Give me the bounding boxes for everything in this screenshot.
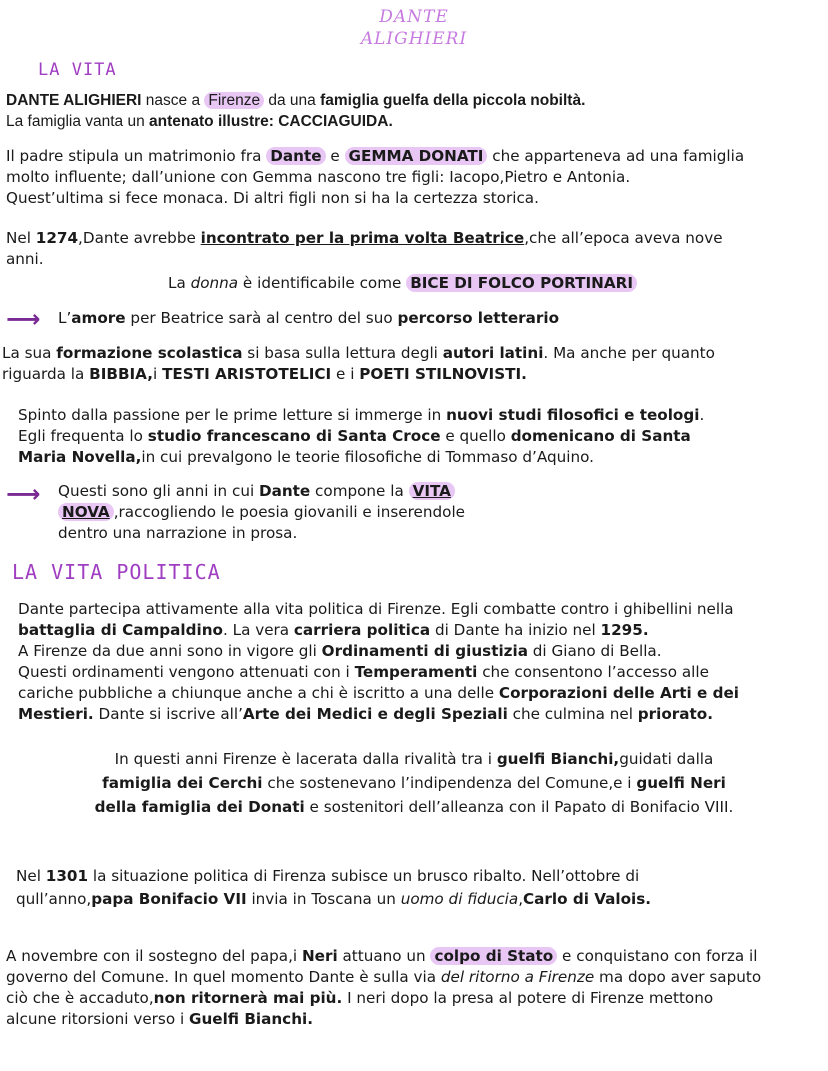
- paragraph-1301: [16, 866, 651, 910]
- bold-text: autori latini: [442, 344, 544, 362]
- bold-text: Arte dei Medici e degli Speziali: [242, 705, 508, 723]
- text-line: dentro una narrazione in prosa.: [58, 524, 298, 542]
- right-arrow-icon: ⟶: [6, 480, 41, 508]
- text: I neri dopo la presa al potere di Firenze mettono: [342, 989, 714, 1007]
- title-line-1: DANTE: [379, 7, 449, 27]
- paragraph-beatrice: [6, 228, 723, 270]
- text: e sostenitori dell’alleanza con il Papato di Bonifacio VIII.: [304, 798, 734, 816]
- text: riguarda la: [2, 365, 90, 383]
- bold-text: priorato.: [637, 705, 714, 723]
- bold-text: Carlo di Valois.: [523, 890, 652, 908]
- text: che apparteneva ad una famiglia: [487, 147, 745, 165]
- text-line: anni.: [6, 250, 44, 268]
- text: .: [699, 406, 705, 424]
- text: che culmina nel: [507, 705, 638, 723]
- highlight-firenze: Firenze: [204, 92, 264, 109]
- name: DANTE ALIGHIERI: [6, 92, 142, 109]
- text: nasce a: [141, 92, 205, 109]
- text: La sua: [2, 344, 57, 362]
- text: i: [153, 365, 163, 383]
- text: compone la: [310, 482, 409, 500]
- paragraph-studi: [18, 405, 704, 468]
- bold-text: Maria Novella,: [18, 448, 142, 466]
- italic-text: del ritorno a Firenze: [440, 968, 595, 986]
- text: . Ma anche per quanto: [543, 344, 715, 362]
- text: L’: [58, 309, 72, 327]
- text: invia in Toscana un: [246, 890, 401, 908]
- text: la situazione politica di Firenza subisce un brusco ribalto. Nell’ottobre di: [88, 867, 640, 885]
- bold-text: formazione scolastica: [56, 344, 243, 362]
- highlight-colpo-di-stato: colpo di Stato: [430, 947, 557, 965]
- highlight-vita: VITA: [409, 482, 455, 500]
- text: . La vera: [222, 621, 294, 639]
- section-heading-vita: LA VITA: [38, 60, 117, 80]
- text-line: Dante partecipa attivamente alla vita politica di Firenze. Egli combatte contro i ghibellini nella: [18, 600, 734, 618]
- bold-text: TESTI ARISTOTELICI: [162, 365, 332, 383]
- text: La famiglia vanta un: [6, 113, 150, 130]
- title-line-2: ALIGHIERI: [360, 29, 468, 49]
- bold-text: Neri: [301, 947, 338, 965]
- text: Spinto dalla passione per le prime letture si immerge in: [18, 406, 447, 424]
- text: e: [325, 147, 345, 165]
- bold-text: Guelfi Bianchi.: [189, 1010, 313, 1028]
- text: Questi sono gli anni in cui: [58, 482, 259, 500]
- text: Il padre stipula un matrimonio fra: [6, 147, 267, 165]
- text: e quello: [440, 427, 511, 445]
- bold-year: 1301: [45, 867, 89, 885]
- text: di Giano di Bella.: [527, 642, 662, 660]
- highlight-gemma-donati: GEMMA DONATI: [345, 147, 488, 165]
- text: cariche pubbliche a chiunque anche a chi è iscritto a una delle: [18, 684, 499, 702]
- bold-text: papa Bonifacio VII: [91, 890, 247, 908]
- highlight-dante: Dante: [266, 147, 325, 165]
- text: La: [168, 274, 191, 292]
- bold-text: Dante: [259, 482, 311, 500]
- paragraph-formazione: [2, 343, 715, 385]
- bold-year: 1274: [35, 229, 79, 247]
- text: ,Dante avrebbe: [78, 229, 201, 247]
- bold-text: BIBBIA,: [89, 365, 153, 383]
- bold-text: amore: [71, 309, 126, 327]
- text: ,raccogliendo le poesia giovanili e inserendole: [113, 503, 466, 521]
- bold-text: domenicano di Santa: [510, 427, 691, 445]
- text: da una: [264, 92, 321, 109]
- bold-text: nuovi studi filosofici e teologi: [446, 406, 700, 424]
- bold-text: Corporazioni delle Arti e dei: [498, 684, 739, 702]
- bold-text: POETI STILNOVISTI.: [359, 365, 527, 383]
- paragraph-amore: [58, 308, 559, 329]
- bold-text: percorso letterario: [397, 309, 559, 327]
- text: e i: [331, 365, 360, 383]
- bold-text: famiglia guelfa della piccola nobiltà.: [320, 92, 586, 109]
- text: A novembre con il sostegno del papa,i: [6, 947, 302, 965]
- text: In questi anni Firenze è lacerata dalla rivalità tra i: [114, 750, 497, 768]
- section-heading-vita-politica: LA VITA POLITICA: [12, 560, 221, 584]
- text: in cui prevalgono le teorie filosofiche di Tommaso d’Aquino.: [141, 448, 594, 466]
- text: alcune ritorsioni verso i: [6, 1010, 190, 1028]
- text: per Beatrice sarà al centro del suo: [125, 309, 398, 327]
- paragraph-bice: [168, 273, 637, 294]
- bold-text: guelfi Bianchi,: [496, 750, 620, 768]
- text: si basa sulla lettura degli: [242, 344, 443, 362]
- text: è identificabile come: [238, 274, 407, 292]
- right-arrow-icon: ⟶: [6, 305, 41, 333]
- bold-text: guelfi Neri: [636, 774, 726, 792]
- text: Dante si iscrive all’: [93, 705, 243, 723]
- paragraph-guelfi: [0, 749, 828, 818]
- paragraph-nascita: [6, 90, 585, 132]
- text-line: molto influente; dall’unione con Gemma nascono tre figli: Iacopo,Pietro e Antonia.: [6, 168, 631, 186]
- text: governo del Comune. In quel momento Dante è sulla via: [6, 968, 441, 986]
- text: qull’anno,: [16, 890, 92, 908]
- text: Nel: [16, 867, 46, 885]
- bold-text: antenato illustre: CACCIAGUIDA.: [149, 113, 393, 130]
- bold-text: studio francescano di Santa Croce: [147, 427, 441, 445]
- bold-text: della famiglia dei Donati: [94, 798, 305, 816]
- bold-text: non ritornerà mai più.: [153, 989, 343, 1007]
- text: ,: [518, 890, 524, 908]
- paragraph-vita-nova: [58, 481, 465, 544]
- italic-text: donna: [190, 274, 239, 292]
- text: Questi ordinamenti vengono attenuati con i: [18, 663, 355, 681]
- text: attuano un: [337, 947, 431, 965]
- text: ciò che è accaduto,: [6, 989, 154, 1007]
- highlight-bice: BICE DI FOLCO PORTINARI: [406, 274, 637, 292]
- bold-text: Mestieri.: [18, 705, 94, 723]
- text: Nel: [6, 229, 36, 247]
- bold-year: 1295.: [600, 621, 649, 639]
- bold-text: Temperamenti: [354, 663, 478, 681]
- text: ,che all’epoca aveva nove: [524, 229, 723, 247]
- paragraph-politica: [18, 599, 739, 725]
- bold-text: Ordinamenti di giustizia: [321, 642, 528, 660]
- bold-text: famiglia dei Cerchi: [102, 774, 263, 792]
- bold-text: battaglia di Campaldino: [18, 621, 223, 639]
- text: di Dante ha inizio nel: [430, 621, 601, 639]
- italic-text: uomo di fiducia: [400, 890, 519, 908]
- text: e conquistano con forza il: [557, 947, 758, 965]
- underlined-text: incontrato per la prima volta Beatrice: [200, 229, 525, 247]
- paragraph-colpo-di-stato: [6, 946, 761, 1030]
- text: che consentono l’accesso alle: [477, 663, 709, 681]
- text: Egli frequenta lo: [18, 427, 148, 445]
- bold-text: carriera politica: [293, 621, 431, 639]
- text: A Firenze da due anni sono in vigore gli: [18, 642, 322, 660]
- page-title: [0, 6, 828, 50]
- text: ma dopo aver saputo: [594, 968, 762, 986]
- text: che sostenevano l’indipendenza del Comune,e i: [262, 774, 637, 792]
- paragraph-famiglia: [6, 146, 744, 209]
- highlight-nova: NOVA: [58, 503, 114, 521]
- text: guidati dalla: [619, 750, 714, 768]
- text-line: Quest’ultima si fece monaca. Di altri figli non si ha la certezza storica.: [6, 189, 539, 207]
